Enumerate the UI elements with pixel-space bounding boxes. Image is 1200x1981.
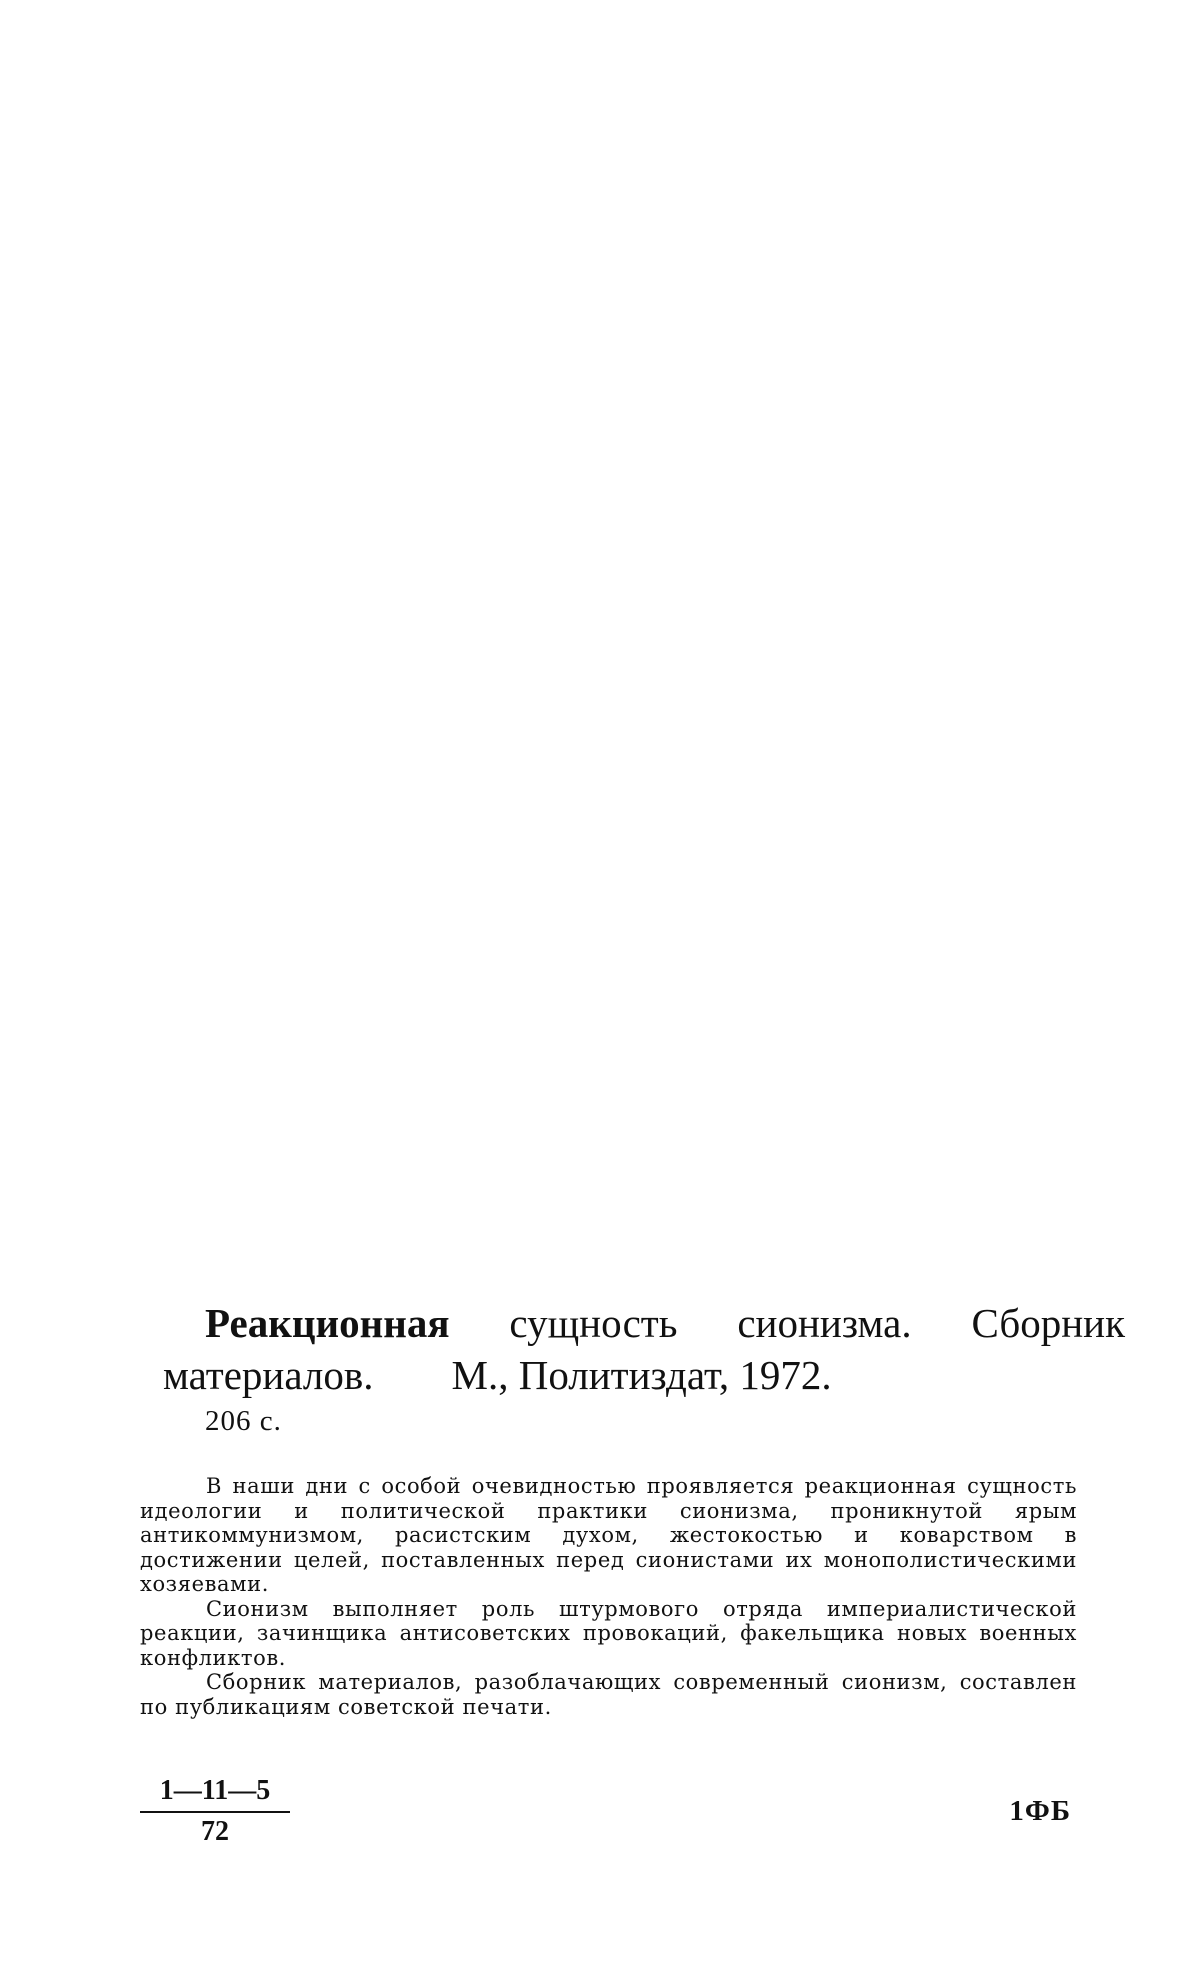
citation-word: Сборник [971,1300,1125,1346]
publication-code [140,1775,290,1848]
citation-word: сионизма. [737,1300,912,1346]
classification-index: 1ФБ [1009,1795,1071,1827]
citation-publisher: М., Политиздат, 1972. [451,1352,832,1398]
publication-code-denominator: 72 [201,1816,229,1847]
citation-line-1 [205,1298,1125,1349]
citation-line-2 [163,1350,1083,1401]
annotation-paragraph: В наши дни с особой очевидностью проявляется реакционная сущность идеологии и политической практики сионизма, проникнутой ярым антикоммунизмом, расистским духом, жестокостью и коварством в достижении целей, поставленных перед сионистами их монополистическими хозяевами. [140,1474,1077,1596]
annotation-text [140,1474,1077,1719]
annotation-paragraph: Сионизм выполняет роль штурмового отряда империалистической реакции, зачинщика антисоветских провокаций, факельщика новых военных конфликтов. [140,1596,1077,1670]
publication-code-numerator: 1—11—5 [140,1775,290,1813]
page-count: 206 с. [205,1405,282,1437]
citation-materials: материалов. [163,1352,374,1398]
bibliographic-citation [163,1298,1125,1401]
citation-title-bold: Реакционная [205,1300,450,1346]
citation-word: сущность [509,1300,678,1346]
annotation-paragraph: Сборник материалов, разоблачающих современный сионизм, составлен по публикациям советской печати. [140,1670,1077,1719]
